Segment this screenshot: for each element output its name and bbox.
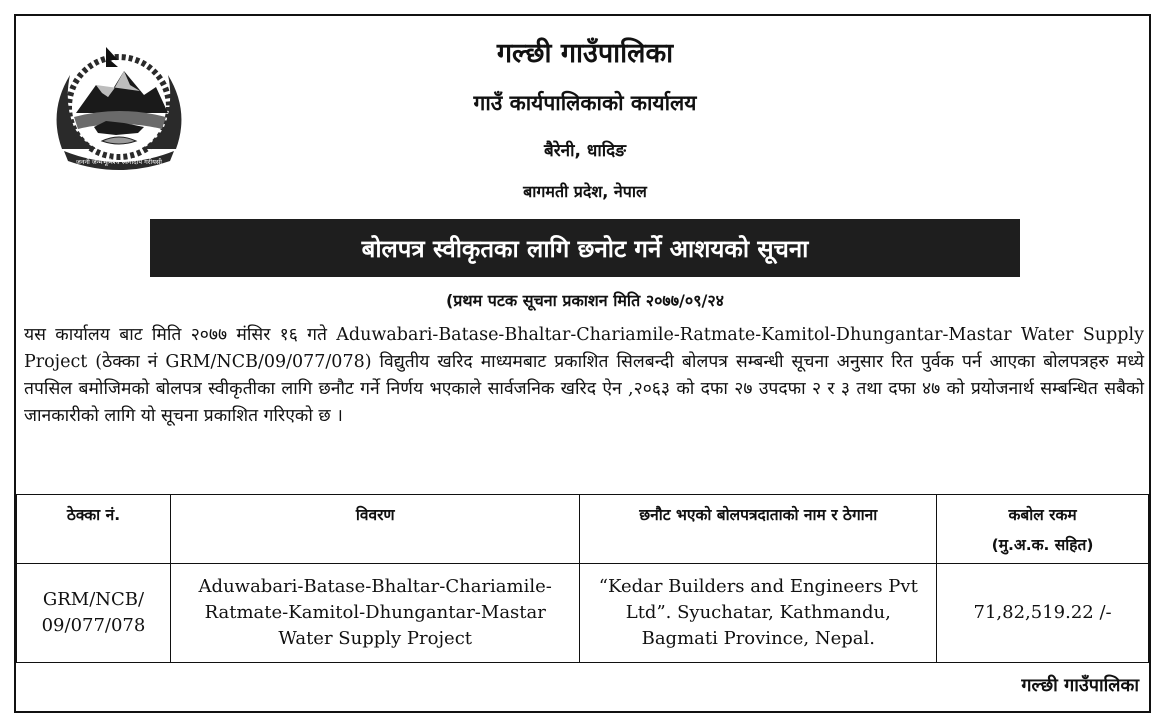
bidder-line: Bagmati Province, Nepal. xyxy=(641,628,875,649)
contract-no-line: 09/077/078 xyxy=(41,615,146,636)
cell-contract-no xyxy=(17,564,171,663)
bidder-line: “Kedar Builders and Engineers Pvt xyxy=(598,576,918,597)
table-row xyxy=(17,564,1149,663)
cell-bidder xyxy=(580,564,937,663)
header-description: विवरण xyxy=(170,495,580,564)
footer-signature: गल्छी गाउँपालिका xyxy=(1021,675,1139,696)
table-header-row xyxy=(17,495,1149,564)
notice-body: यस कार्यालय बाट मिति २०७७ मंसिर १६ गते Aduwabari-Batase-Bhaltar-Chariamile-Ratmate-Kamitol-Dhungantar-Mastar Water Supply Project (ठेक्का नं GRM/NCB/09/077/078) विद्युतीय खरिद माध्यमबाट प्रकाशित सिलबन्दी बोलपत्र सम्बन्धी सूचना अनुसार रित पुर्वक पर्न आएका बोलपत्रहरु मध्ये तपसिल बमोजिमको बोलपत्र स्वीकृतीका लागि छनौट गर्ने निर्णय भएकाले सार्वजनिक खरिद ऐन ,२०६३ को दफा २७ उपदफा २ र ३ तथा दफा ४७ को प्रयोजनार्थ सम्बन्धित सबैको जानकारीको लागि यो सूचना प्रकाशित गरिएको छ । xyxy=(24,325,1144,426)
notice-title-banner xyxy=(150,219,1020,277)
publication-date: (प्रथम पटक सूचना प्रकाशन मिति २०७७/०९/२४ xyxy=(445,291,725,310)
cell-description xyxy=(170,564,580,663)
province-country: बागमती प्रदेश, नेपाल xyxy=(523,182,647,201)
description-line: Aduwabari-Batase-Bhaltar-Chariamile- xyxy=(198,576,552,597)
notice-title: बोलपत्र स्वीकृतका लागि छनोट गर्ने आशयको सूचना xyxy=(361,234,809,263)
municipality-name: गल्छी गाउँपालिका xyxy=(496,38,674,69)
award-table xyxy=(16,494,1149,663)
contract-no-line: GRM/NCB/ xyxy=(42,589,145,610)
description-line: Water Supply Project xyxy=(278,628,473,649)
header-amount-note: (मु.अ.क. सहित) xyxy=(991,536,1094,554)
emblem-motto: जननी जन्मभूमिश्च स्वर्गादपि गरीयसी xyxy=(76,158,162,166)
header-bidder: छनौट भएको बोलपत्रदाताको नाम र ठेगाना xyxy=(580,495,937,564)
header-amount xyxy=(937,495,1149,564)
header-amount-label: कबोल रकम xyxy=(1008,506,1077,524)
cell-amount: 71,82,519.22 /- xyxy=(937,564,1149,663)
office-location: बैरेनी, धादिङ xyxy=(544,141,626,161)
header-contract-no: ठेक्का नं. xyxy=(17,495,171,564)
bidder-line: Ltd”. Syuchatar, Kathmandu, xyxy=(625,602,891,623)
description-line: Ratmate-Kamitol-Dhungantar-Mastar xyxy=(204,602,546,623)
office-name: गाउँ कार्यपालिकाको कार्यालय xyxy=(473,91,697,115)
